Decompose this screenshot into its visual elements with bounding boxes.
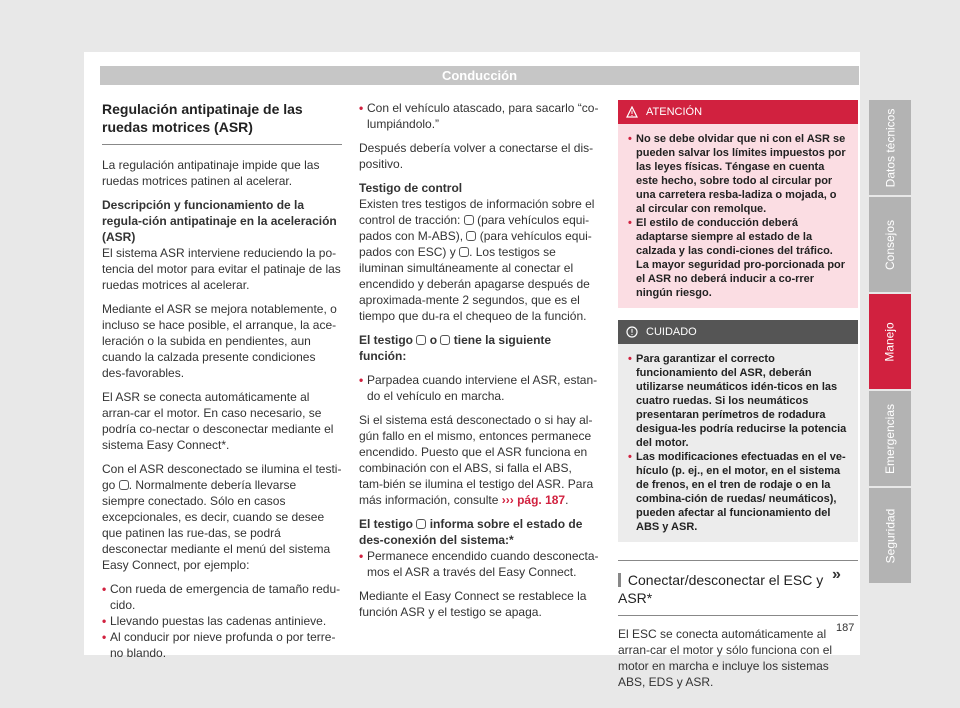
paragraph: La regulación antipatinaje impide que las ruedas motrices patinen al acelerar. [102,158,320,188]
paragraph: El sistema ASR interviene reduciendo la po-tencia del motor para evitar el patinaje de las ruedas motrices al acelerar. [102,246,341,292]
caution-box [618,320,858,542]
column-3 [618,100,858,698]
asr-off-indicator-icon [119,480,129,490]
info-circle-icon [626,326,638,338]
section-title: Conectar/desconectar el ESC y ASR* [618,560,858,616]
list-item: • Al conducir por nieve profunda o por terre-no blando. [102,630,336,660]
warning-header: ATENCIÓN [618,100,858,124]
warning-triangle-icon [626,106,638,118]
list-item: • Para garantizar el correcto funcionamiento del ASR, deberán utilizarse neumáticos idén-ticos en las cuatro ruedas. Si los neumáticos presentaran perímetros de rodadura desigua-les podría reducirse la potencia del motor. [628,353,847,449]
paragraph: El ASR se conecta automáticamente al arran-car el motor. En caso necesario, se podría co-nectar o desconectar mediante el sistema Easy Connect*. [102,390,334,452]
bullet-icon: • [102,630,107,644]
paragraph: Existen tres testigos de información sobre el control de tracción: (para vehículos equi-pados con M-ABS), (para vehículos equi-pados con ESC) y . Los testigos se iluminan simultáneamente al conectar el encendido y deberán apagarse después de aproximada-mente 2 segundos, que es el tiempo que du-ra el chequeo de la función. [359,197,595,323]
esc-indicator-icon [416,335,426,345]
asr-off-indicator-icon [459,247,469,257]
mabs-indicator-icon [464,215,474,225]
warning-body [618,124,858,308]
chapter-header: Conducción [100,66,859,85]
mabs-indicator-icon [440,335,450,345]
paragraph: Mediante el Easy Connect se restablece la función ASR y el testigo se apaga. [359,589,587,619]
warning-box [618,100,858,308]
paragraph: Después debería volver a conectarse el dis-positivo. [359,141,594,171]
list-item: • Las modificaciones efectuadas en el ve-hículo (p. ej., en el motor, en el sistema de frenos, en el tren de rodaje o en la combina-ción de ruedas/ neumáticos), pueden afectar al funcionamiento del ABS y ASR. [628,451,846,533]
paragraph: Mediante el ASR se mejora notablemente, o incluso se hace posible, el arranque, la ace-leración o la subida en pendientes, aun cuando la calzada presente condiciones des-favorables. [102,302,337,380]
section-title: Regulación antipatinaje de las ruedas motrices (ASR) [102,100,342,145]
bullet-icon: • [628,451,632,463]
list-item: • El estilo de conducción deberá adaptarse siempre al estado de la calzada y las condi-ciones del tráfico. La mayor seguridad pro-porcionada por el ASR no deberá inducir a co-rrer ningún riesgo. [628,217,846,299]
paragraph: Si el sistema está desconectado o si hay al-gún fallo en el mismo, entonces permanece encendido. Puesto que el ASR funciona en combinación con el ABS, si falla el ABS, tam-bién se ilumina el testigo del ASR. Para más información, consulte ››› pág. 187. [359,413,594,507]
bullet-icon: • [628,353,632,365]
page-number: 187 [836,622,855,634]
caution-body [618,344,858,542]
subheading: Descripción y funcionamiento de la regula-ción antipatinaje en la aceleración (ASR) [102,198,337,244]
bullet-icon: • [102,614,107,628]
tab-manejo[interactable]: Manejo [869,294,911,389]
continue-mark: » [832,566,841,583]
bullet-icon: • [359,373,364,387]
caution-header: CUIDADO [618,320,858,344]
subheading: El testigo informa sobre el estado de des-conexión del sistema:* [359,517,583,547]
paragraph: Con el ASR desconectado se ilumina el testi-go . Normalmente debería llevarse siempre conectado. Sólo en casos excepcionales, es decir, cuando se desee que patinen las rue-das, se podrá desconectar mediante el menú del sistema Easy Connect, por ejemplo: [102,462,342,572]
subheading: Testigo de control [359,181,463,195]
list-item: • Con rueda de emergencia de tamaño redu-cido. [102,582,341,612]
tab-datos-tecnicos[interactable]: Datos técnicos [869,100,911,195]
bullet-icon: • [628,217,632,229]
tab-seguridad[interactable]: Seguridad [869,488,911,583]
list-item: • No se debe olvidar que ni con el ASR se pueden salvar los límites impuestos por las leyes físicas. Téngase en cuenta este hecho, sobre todo al circular por una carretera resba-ladiza o mojada, o al circular con remolque. [628,133,846,215]
bullet-icon: • [359,549,364,563]
tab-consejos[interactable]: Consejos [869,197,911,292]
column-1 [102,100,342,661]
bullet-icon: • [359,101,364,115]
page-reference-link[interactable]: ››› pág. 187 [501,493,566,507]
list-item: • Parpadea cuando interviene el ASR, estan-do el vehículo en marcha. [359,373,598,403]
section-marker [618,573,621,587]
list-item: • Con el vehículo atascado, para sacarlo “co-lumpiándolo.” [359,101,599,131]
subheading: El testigo o tiene la siguiente función: [359,333,552,363]
list-item: • Permanece encendido cuando desconecta-mos el ASR a través del Easy Connect. [359,549,599,579]
column-2 [359,100,599,628]
tab-emergencias[interactable]: Emergencias [869,391,911,486]
paragraph: El ESC se conecta automáticamente al arran-car el motor y sólo funciona con el motor en marcha e incluye los sistemas ABS, EDS y ASR. [618,627,833,689]
list-item: • Llevando puestas las cadenas antinieve. [102,614,327,628]
bullet-icon: • [628,133,632,145]
bullet-icon: • [102,582,107,596]
asr-off-indicator-icon [416,519,426,529]
esc-indicator-icon [466,231,476,241]
